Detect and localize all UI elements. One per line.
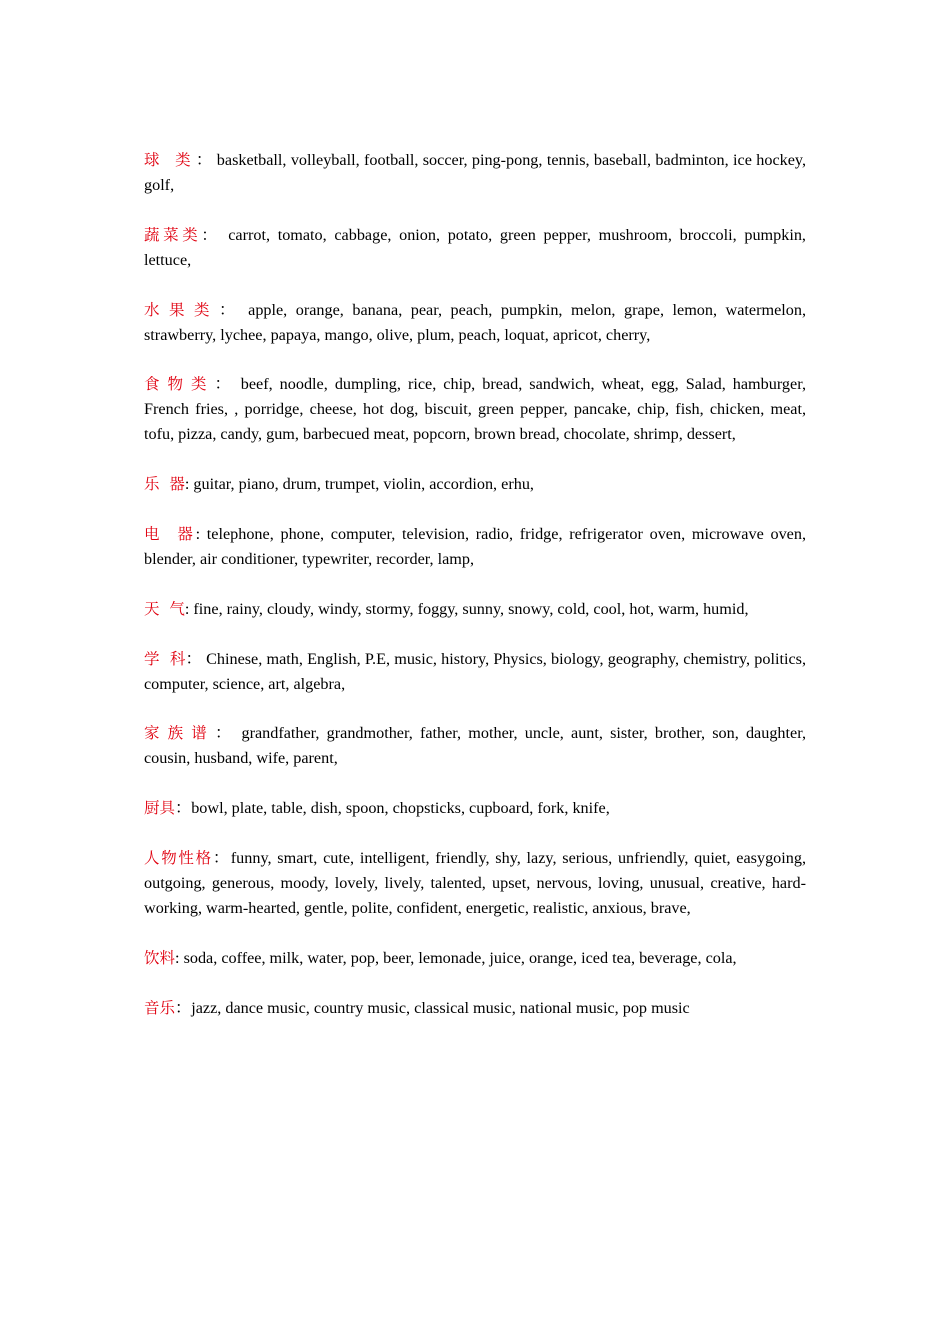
category-label: 乐 器: [144, 475, 185, 494]
label-separator: :: [175, 948, 180, 967]
label-separator: :: [195, 524, 201, 543]
label-separator: ：: [175, 998, 192, 1017]
category-label: 天 气: [144, 599, 185, 618]
label-separator: ：: [195, 151, 213, 169]
entry-kitchenware: [144, 796, 806, 821]
word-list: guitar, piano, drum, trumpet, violin, accordion, erhu,: [189, 475, 534, 494]
word-list: basketball, volleyball, football, soccer, ping-pong, tennis, baseball, badminton, ice hockey, golf,: [144, 151, 806, 194]
word-list: telephone, phone, computer, television, radio, fridge, refrigerator oven, microwave oven, blender, air conditioner, typewriter, recorder, lamp,: [144, 524, 806, 568]
word-list: bowl, plate, table, dish, spoon, chopsticks, cupboard, fork, knife,: [191, 799, 610, 818]
entry-subjects: [144, 647, 806, 697]
label-separator: ：: [218, 300, 240, 319]
category-label: 水果类: [144, 300, 219, 319]
category-label: 学 科: [144, 649, 186, 668]
category-label: 人物性格: [144, 848, 213, 867]
entry-food: [144, 372, 806, 447]
label-separator: :: [184, 475, 190, 494]
label-separator: ：: [214, 724, 235, 743]
document-page: [144, 148, 806, 1045]
entry-ball-sports: [144, 148, 806, 198]
word-list: jazz, dance music, country music, classical music, national music, pop music: [191, 998, 690, 1017]
entry-personality: [144, 846, 806, 921]
entry-weather: [144, 597, 806, 622]
label-separator: ：: [201, 225, 221, 244]
entry-family: [144, 721, 806, 771]
word-list: fine, rainy, cloudy, windy, stormy, foggy, sunny, snowy, cold, cool, hot, warm, humid,: [189, 599, 749, 618]
category-label: 食物类: [144, 375, 215, 394]
category-label: 音乐: [144, 998, 176, 1017]
category-label: 厨具: [144, 799, 176, 818]
category-label: 家族谱: [144, 724, 215, 743]
word-list: Chinese, math, English, P.E, music, history, Physics, biology, geography, chemistry, politics, computer, science, art, algebra,: [144, 649, 807, 693]
entry-instruments: [144, 472, 806, 497]
label-separator: ：: [212, 848, 231, 867]
category-label: 饮料: [144, 948, 176, 967]
entry-drinks: [144, 946, 806, 971]
word-list: soda, coffee, milk, water, pop, beer, lemonade, juice, orange, iced tea, beverage, cola,: [179, 948, 737, 967]
label-separator: ：: [214, 375, 234, 394]
category-label: 电 器: [144, 524, 196, 543]
category-label: 球 类: [144, 151, 196, 169]
label-separator: ：: [175, 799, 192, 818]
word-list: beef, noodle, dumpling, rice, chip, bread, sandwich, wheat, egg, Salad, hamburger, French fries, , porridge, cheese, hot dog, biscuit, green pepper, pancake, chip, fish, chicken, meat, tofu, pizza, candy, gum, barbecued meat, popcorn, brown bread, chocolate, shrimp, dessert,: [144, 375, 807, 444]
word-list: apple, orange, banana, pear, peach, pumpkin, melon, grape, lemon, watermelon, strawberry, lychee, papaya, mango, olive, plum, peach, loquat, apricot, cherry,: [144, 300, 807, 344]
category-label: 蔬菜类: [144, 225, 202, 244]
label-separator: :: [184, 599, 190, 618]
entry-appliances: [144, 522, 806, 572]
entry-music: [144, 996, 806, 1021]
word-list: funny, smart, cute, intelligent, friendly, shy, lazy, serious, unfriendly, quiet, easygoing, outgoing, generous, moody, lovely, lively, talented, upset, nervous, loving, unusual, creative, hard-working, warm-hearted, gentle, polite, confident, energetic, realistic, anxious, brave,: [144, 848, 806, 917]
entry-vegetables: [144, 223, 806, 273]
entry-fruits: [144, 298, 806, 348]
label-separator: ：: [185, 649, 202, 668]
word-list: grandfather, grandmother, father, mother, uncle, aunt, sister, brother, son, daughter, cousin, husband, wife, parent,: [144, 724, 806, 768]
word-list: carrot, tomato, cabbage, onion, potato, green pepper, mushroom, broccoli, pumpkin, lettuce,: [144, 225, 806, 269]
